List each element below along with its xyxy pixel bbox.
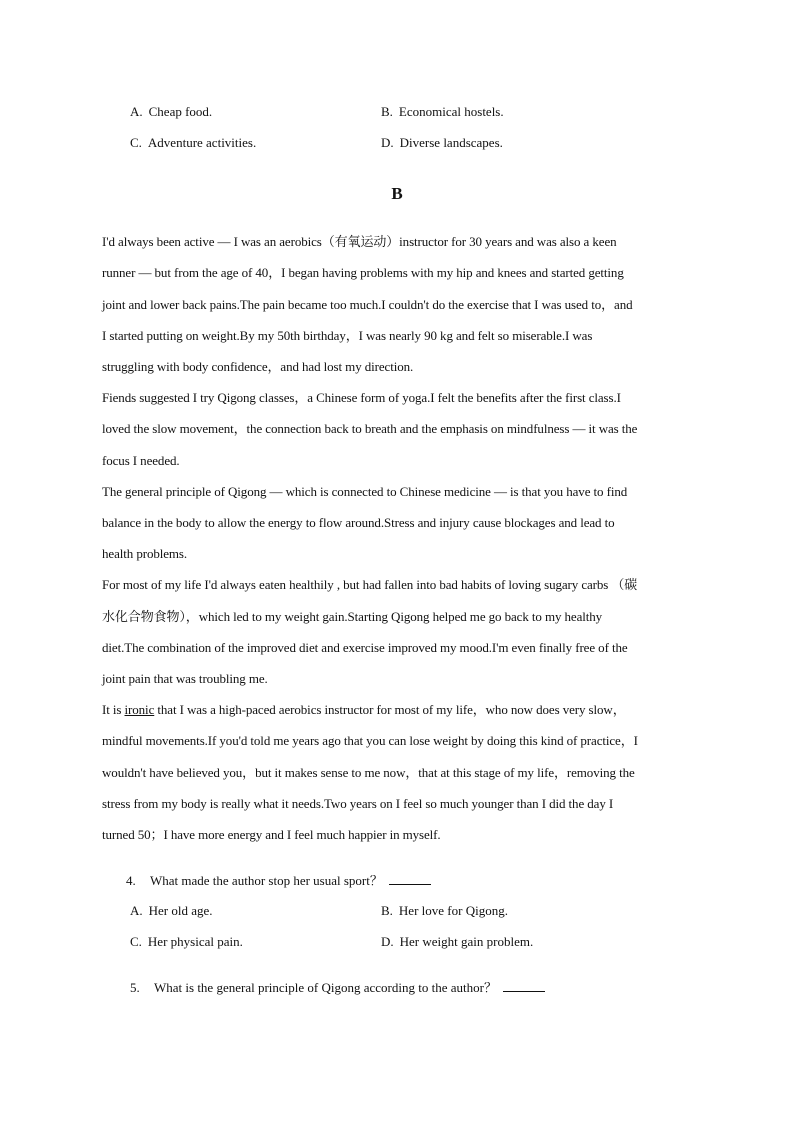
answer-blank[interactable] [503,979,545,992]
passage-line-ironic [102,702,626,718]
passage-line: joint and lower back pains.The pain became too much.I couldn't do the exercise that I was used to，and [102,297,633,312]
option-3b[interactable] [381,104,504,120]
option-text: Adventure activities. [147,135,257,150]
passage-line: I started putting on weight.By my 50th birthday，I was nearly 90 kg and felt so miserable.I was [102,328,593,343]
passage-line: diet.The combination of the improved diet and exercise improved my mood.I'm even finally free of the [102,640,628,655]
answer-blank[interactable] [389,872,431,885]
option-text: Her physical pain. [147,934,243,949]
passage-line: loved the slow movement，the connection back to breath and the emphasis on mindfulness — it was the [102,421,638,436]
passage-line: For most of my life I'd always eaten healthily , but had fallen into bad habits of loving sugary carbs （碳 [102,577,638,592]
option-4a[interactable] [130,903,213,919]
passage-line: mindful movements.If you'd told me years ago that you can lose weight by doing this kind of practice，I [102,733,638,748]
option-letter: B. [381,104,393,119]
section-title: B [391,184,403,203]
passage-line: balance in the body to allow the energy to flow around.Stress and injury cause blockages and lead to [102,515,615,530]
ironic-before: It is [102,702,125,717]
option-text: Her old age. [148,903,213,918]
option-text: Cheap food. [148,104,213,119]
question-4 [126,872,431,889]
passage-line: The general principle of Qigong — which is connected to Chinese medicine — is that you have to find [102,484,628,499]
question-text: What is the general principle of Qigong according to the author？ [154,980,497,995]
question-number: 5. [130,980,140,995]
option-text: Her weight gain problem. [399,934,534,949]
option-text: Economical hostels. [398,104,504,119]
ironic-after: that I was a high-paced aerobics instructor for most of my life，who now does very slow， [154,702,626,717]
passage-line: runner — but from the age of 40，I began having problems with my hip and knees and started getting [102,265,624,280]
option-letter: A. [130,903,143,918]
option-3d[interactable] [381,135,503,151]
passage-line: I'd always been active — I was an aerobics（有氧运动）instructor for 30 years and was also a keen [102,234,617,249]
option-letter: A. [130,104,143,119]
passage-line: focus I needed. [102,453,180,468]
question-number: 4. [126,873,136,888]
option-letter: C. [130,135,142,150]
passage-line: struggling with body confidence，and had lost my direction. [102,359,414,374]
passage-line: wouldn't have believed you，but it makes sense to me now，that at this stage of my life，removing the [102,765,635,780]
passage-line: Fiends suggested I try Qigong classes，a Chinese form of yoga.I felt the benefits after the first class.I [102,390,621,405]
passage-line: turned 50；I have more energy and I feel much happier in myself. [102,827,441,842]
question-text: What made the author stop her usual sport？ [150,873,383,888]
option-4d[interactable] [381,934,533,950]
option-4b[interactable] [381,903,508,919]
passage-line: joint pain that was troubling me. [102,671,268,686]
option-4c[interactable] [130,934,243,950]
option-letter: D. [381,934,394,949]
option-letter: D. [381,135,394,150]
option-letter: B. [381,903,393,918]
option-text: Diverse landscapes. [399,135,503,150]
passage-line: stress from my body is really what it needs.Two years on I feel so much younger than I did the day I [102,796,614,811]
option-3a[interactable] [130,104,212,120]
option-letter: C. [130,934,142,949]
option-3c[interactable] [130,135,256,151]
passage-line: health problems. [102,546,188,561]
question-5 [130,979,545,996]
option-text: Her love for Qigong. [398,903,508,918]
passage-line: 水化合物食物），which led to my weight gain.Starting Qigong helped me go back to my healthy [102,609,603,624]
underlined-word-ironic: ironic [124,702,155,717]
